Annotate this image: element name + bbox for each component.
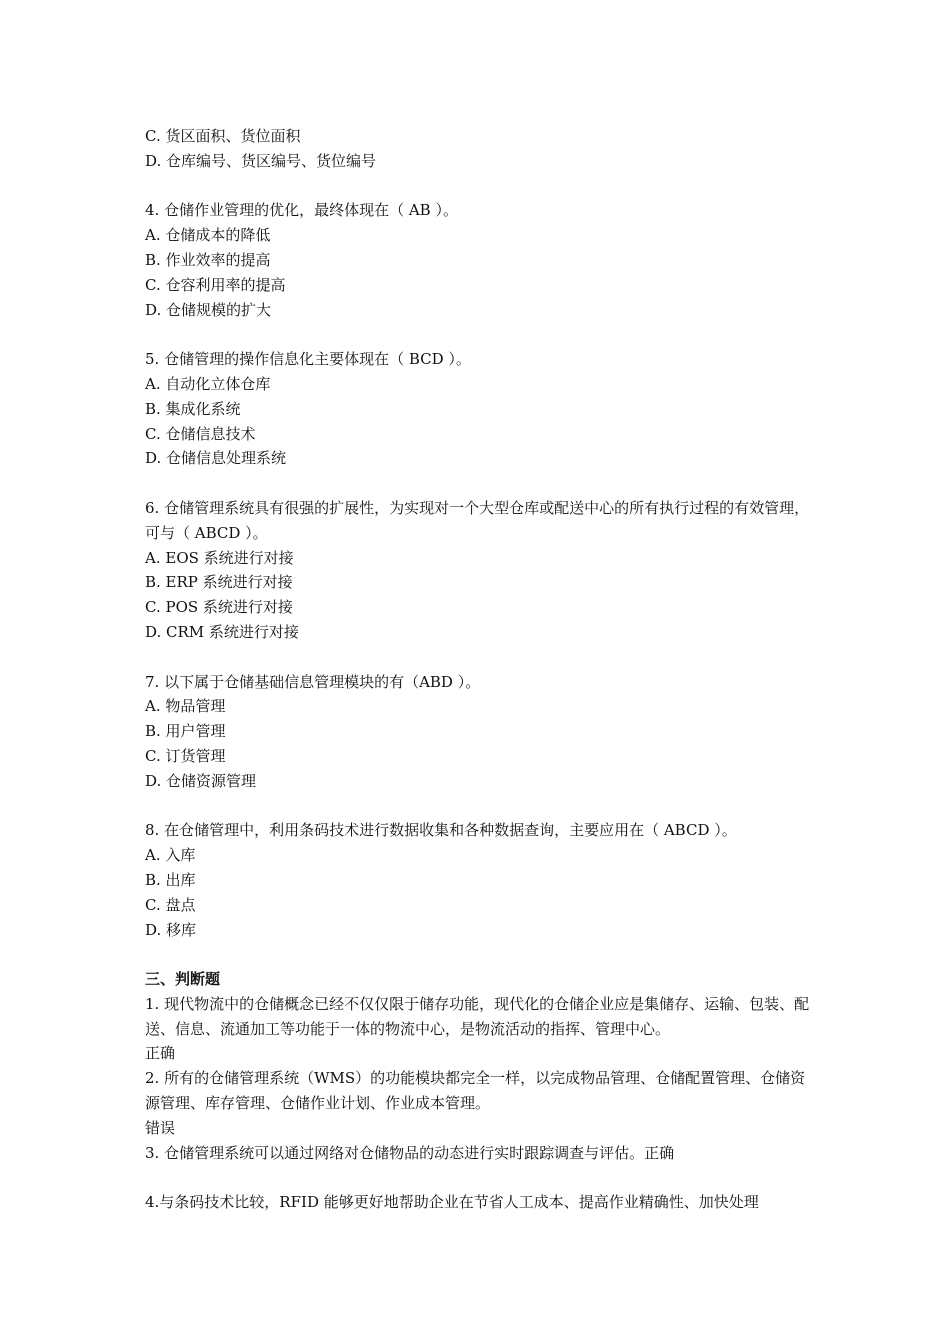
question-6-option-d: D. CRM 系统进行对接 (145, 622, 299, 641)
question-6-stem: 6. 仓储管理系统具有很强的扩展性，为实现对一个大型仓库或配送中心的所有执行过程的有效管理，可与（ ABCD ）。 (145, 498, 810, 542)
question-7-stem: 7. 以下属于仓储基础信息管理模块的有（ABD ）。 (145, 672, 481, 691)
question-5-stem: 5. 仓储管理的操作信息化主要体现在（ BCD ）。 (145, 350, 471, 369)
question-7-option-d: D. 仓储资源管理 (145, 771, 257, 790)
question-6-option-c: C. POS 系统进行对接 (145, 598, 293, 617)
judgment-item-1: 1. 现代物流中的仓储概念已经不仅仅限于储存功能，现代化的仓储企业应是集储存、运输、包装、配送、信息、流通加工等功能于一体的物流中心，是物流活动的指挥、管理中心。 (145, 994, 810, 1038)
question-8-option-a: A. 入库 (145, 846, 196, 865)
section-3-heading: 三、判断题 (145, 970, 221, 989)
question-7-option-b: B. 用户管理 (145, 722, 226, 741)
question-4-option-d: D. 仓储规模的扩大 (145, 300, 272, 319)
question-4-option-a: A. 仓储成本的降低 (145, 226, 271, 245)
judgment-item-3: 3. 仓储管理系统可以通过网络对仓储物品的动态进行实时跟踪调查与评估。正确 (145, 1143, 675, 1162)
question-7-option-a: A. 物品管理 (145, 697, 226, 716)
question-4-option-b: B. 作业效率的提高 (145, 250, 271, 269)
question-5-option-b: B. 集成化系统 (145, 399, 241, 418)
question-8-option-b: B. 出库 (145, 870, 196, 889)
judgment-item-4: 4.与条码技术比较，RFID 能够更好地帮助企业在节省人工成本、提高作业精确性、加快处理 (145, 1193, 759, 1212)
option-line: C. 货区面积、货位面积 (145, 127, 301, 145)
question-7-option-c: C. 订货管理 (145, 746, 226, 765)
option-line: D. 仓库编号、货区编号、货位编号 (145, 151, 377, 170)
question-8-stem: 8. 在仓储管理中，利用条码技术进行数据收集和各种数据查询，主要应用在（ ABCD ）。 (145, 821, 737, 840)
question-6-option-a: A. EOS 系统进行对接 (145, 548, 294, 567)
question-8-option-d: D. 移库 (145, 920, 197, 939)
judgment-answer-2: 错误 (145, 1118, 176, 1137)
judgment-answer-1: 正确 (145, 1044, 176, 1063)
document-page (145, 124, 810, 1215)
question-5-option-a: A. 自动化立体仓库 (145, 374, 271, 393)
question-8-option-c: C. 盘点 (145, 895, 196, 914)
question-4-option-c: C. 仓容利用率的提高 (145, 275, 286, 294)
question-5-option-c: C. 仓储信息技术 (145, 424, 256, 443)
question-6-option-b: B. ERP 系统进行对接 (145, 573, 293, 592)
question-5-option-d: D. 仓储信息处理系统 (145, 449, 287, 468)
question-4-stem: 4. 仓储作业管理的优化，最终体现在（ AB ）。 (145, 201, 458, 220)
judgment-item-2: 2. 所有的仓储管理系统（WMS）的功能模块都完全一样，以完成物品管理、仓储配置管理、仓储资源管理、库存管理、仓储作业计划、作业成本管理。 (145, 1069, 806, 1113)
